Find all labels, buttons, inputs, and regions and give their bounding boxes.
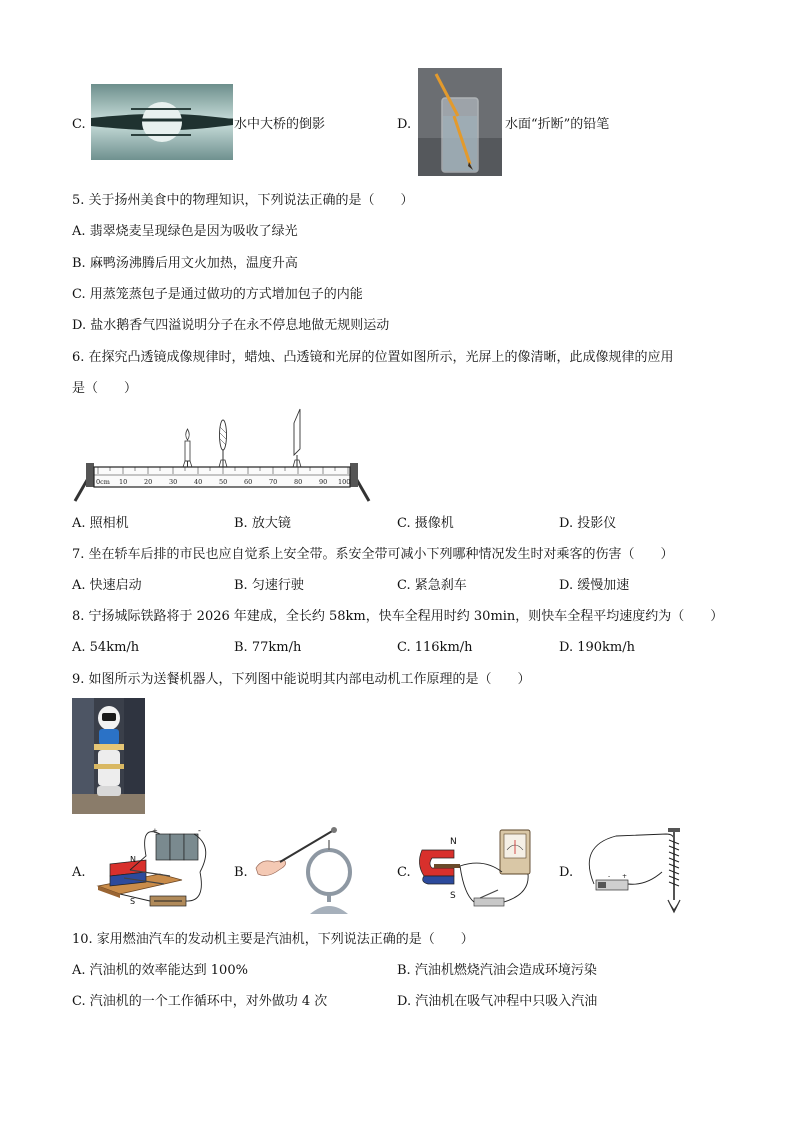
ruler-label-80: 80 xyxy=(294,478,303,486)
q7-option-b: B. 匀速行驶 xyxy=(234,578,304,593)
q9-a-label-s: S xyxy=(130,897,136,906)
ruler-label-100: 100 xyxy=(338,478,351,486)
q9-option-d-letter: D. xyxy=(559,865,574,880)
q7-option-c: C. 紧急刹车 xyxy=(397,578,467,593)
ruler-label-20: 20 xyxy=(144,478,153,486)
q5-option-b: B. 麻鸭汤沸腾后用文火加热，温度升高 xyxy=(72,256,298,271)
q10-option-c: C. 汽油机的一个工作循环中，对外做功 4 次 xyxy=(72,994,328,1009)
ruler-label-40: 40 xyxy=(194,478,203,486)
q7-stem: 7. 坐在轿车后排的市民也应自觉系上安全带。系安全带可减小下列哪种情况发生时对乘客的伤害（ ） xyxy=(72,547,674,562)
ruler-label-30: 30 xyxy=(169,478,178,486)
q10-option-b: B. 汽油机燃烧汽油会造成环境污染 xyxy=(397,963,597,978)
q4-option-c-text: 水中大桥的倒影 xyxy=(234,117,326,132)
q10-stem: 10. 家用燃油汽车的发动机主要是汽油机，下列说法正确的是（ ） xyxy=(72,932,474,947)
q9-stem: 9. 如图所示为送餐机器人，下列图中能说明其内部电动机工作原理的是（ ） xyxy=(72,672,531,687)
q9-d-label-minus: - xyxy=(608,873,611,880)
q7-option-d: D. 缓慢加速 xyxy=(559,578,630,593)
optical-bench-diagram xyxy=(70,405,375,505)
q8-option-d: D. 190km/h xyxy=(559,640,635,655)
q6-option-d: D. 投影仪 xyxy=(559,516,617,531)
q6-option-a: A. 照相机 xyxy=(72,516,129,531)
q9-option-b-diagram xyxy=(252,822,372,918)
q9-a-label-minus: - xyxy=(198,826,201,835)
q5-option-a: A. 翡翠烧麦呈现绿色是因为吸收了绿光 xyxy=(72,224,298,239)
q9-option-a-diagram xyxy=(90,826,220,914)
ruler-label-90: 90 xyxy=(319,478,328,486)
q5-option-d: D. 盐水鹅香气四溢说明分子在永不停息地做无规则运动 xyxy=(72,318,390,333)
q8-option-c: C. 116km/h xyxy=(397,640,473,655)
q9-c-label-s: S xyxy=(450,891,456,901)
q7-option-a: A. 快速启动 xyxy=(72,578,142,593)
q10-option-d: D. 汽油机在吸气冲程中只吸入汽油 xyxy=(397,994,598,1009)
q4-option-c-letter: C. xyxy=(72,117,86,132)
ruler-label-70: 70 xyxy=(269,478,278,486)
q9-option-c-diagram xyxy=(414,824,538,916)
q9-option-c-letter: C. xyxy=(397,865,411,880)
q9-option-d-diagram xyxy=(576,826,696,916)
ruler-label-10: 10 xyxy=(119,478,128,486)
pencil-in-water-image xyxy=(418,68,502,176)
q8-stem: 8. 宁扬城际铁路将于 2026 年建成，全长约 58km，快车全程用时约 30min，则快车全程平均速度约为（ ） xyxy=(72,609,724,624)
q5-stem: 5. 关于扬州美食中的物理知识，下列说法正确的是（ ） xyxy=(72,193,414,208)
q10-option-a: A. 汽油机的效率能达到 100% xyxy=(72,963,248,978)
convex-lens-icon xyxy=(219,420,227,467)
bridge-reflection-image xyxy=(91,84,233,160)
ruler-label-50: 50 xyxy=(219,478,228,486)
q9-option-a-letter: A. xyxy=(72,865,86,880)
ruler-label-60: 60 xyxy=(244,478,253,486)
q6-option-b: B. 放大镜 xyxy=(234,516,291,531)
q8-option-b: B. 77km/h xyxy=(234,640,302,655)
q9-option-b-letter: B. xyxy=(234,865,248,880)
q6-option-c: C. 摄像机 xyxy=(397,516,454,531)
q5-option-c: C. 用蒸笼蒸包子是通过做功的方式增加包子的内能 xyxy=(72,287,363,302)
q9-d-label-plus: + xyxy=(622,873,628,880)
q9-c-label-n: N xyxy=(450,837,457,847)
q4-option-d-letter: D. xyxy=(397,117,412,132)
q4-option-d-text: 水面“折断”的铅笔 xyxy=(505,117,610,132)
q6-stem-line1: 6. 在探究凸透镜成像规律时，蜡烛、凸透镜和光屏的位置如图所示，光屏上的像清晰，此成像规律的应用 xyxy=(72,350,674,365)
ruler-label-0: 0cm xyxy=(96,478,110,486)
q9-a-label-plus: + xyxy=(152,827,158,835)
candle-icon xyxy=(183,429,192,467)
q9-a-label-n: N xyxy=(130,855,136,864)
q8-option-a: A. 54km/h xyxy=(72,640,140,655)
delivery-robot-photo xyxy=(72,698,145,814)
light-screen-icon xyxy=(293,409,301,467)
q6-stem-line2: 是（ ） xyxy=(72,381,138,396)
